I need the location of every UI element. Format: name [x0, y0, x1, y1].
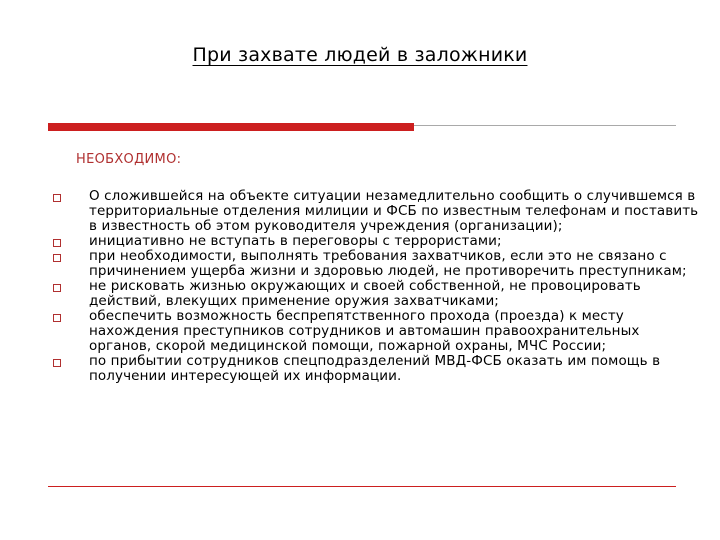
list-item-text: по прибытии сотрудников спецподразделений МВД-ФСБ оказать им помощь в получении интересующей их информации.	[89, 353, 661, 384]
list-item-text: О сложившейся на объекте ситуации незамедлительно сообщить о случившемся в территориальные отделения милиции и ФСБ по известным телефонам и поставить в известность об этом руководителя учреждения (организации);	[89, 188, 699, 234]
list-item-text: не рисковать жизнью окружающих и своей собственной, не провоцировать действий, влекущих применение оружия захватчиками;	[89, 278, 641, 309]
square-bullet-icon	[53, 194, 61, 202]
list-item	[50, 354, 700, 384]
square-bullet-icon	[53, 254, 61, 262]
list-item	[50, 279, 700, 309]
subheading: НЕОБХОДИМО:	[76, 152, 182, 167]
list-item-text: при необходимости, выполнять требования захватчиков, если это не связано с причинением ущерба жизни и здоровью людей, не противоречить преступникам;	[89, 248, 687, 279]
list-item	[50, 249, 700, 279]
list-item	[50, 309, 700, 354]
bullet-list	[50, 189, 700, 384]
square-bullet-icon	[53, 314, 61, 322]
square-bullet-icon	[53, 359, 61, 367]
list-item-text: обеспечить возможность беспрепятственного прохода (проезда) к месту нахождения преступников сотрудников и автомашин правоохранительных органов, скорой медицинской помощи, пожарной охраны, МЧС России;	[89, 308, 640, 354]
square-bullet-icon	[53, 239, 61, 247]
list-item	[50, 234, 700, 249]
slide-title: При захвате людей в заложники	[192, 44, 528, 66]
top-accent-bar	[48, 123, 414, 131]
list-item-text: инициативно не вступать в переговоры с террористами;	[89, 233, 502, 249]
square-bullet-icon	[53, 284, 61, 292]
bottom-divider-line	[48, 486, 676, 487]
list-item	[50, 189, 700, 234]
